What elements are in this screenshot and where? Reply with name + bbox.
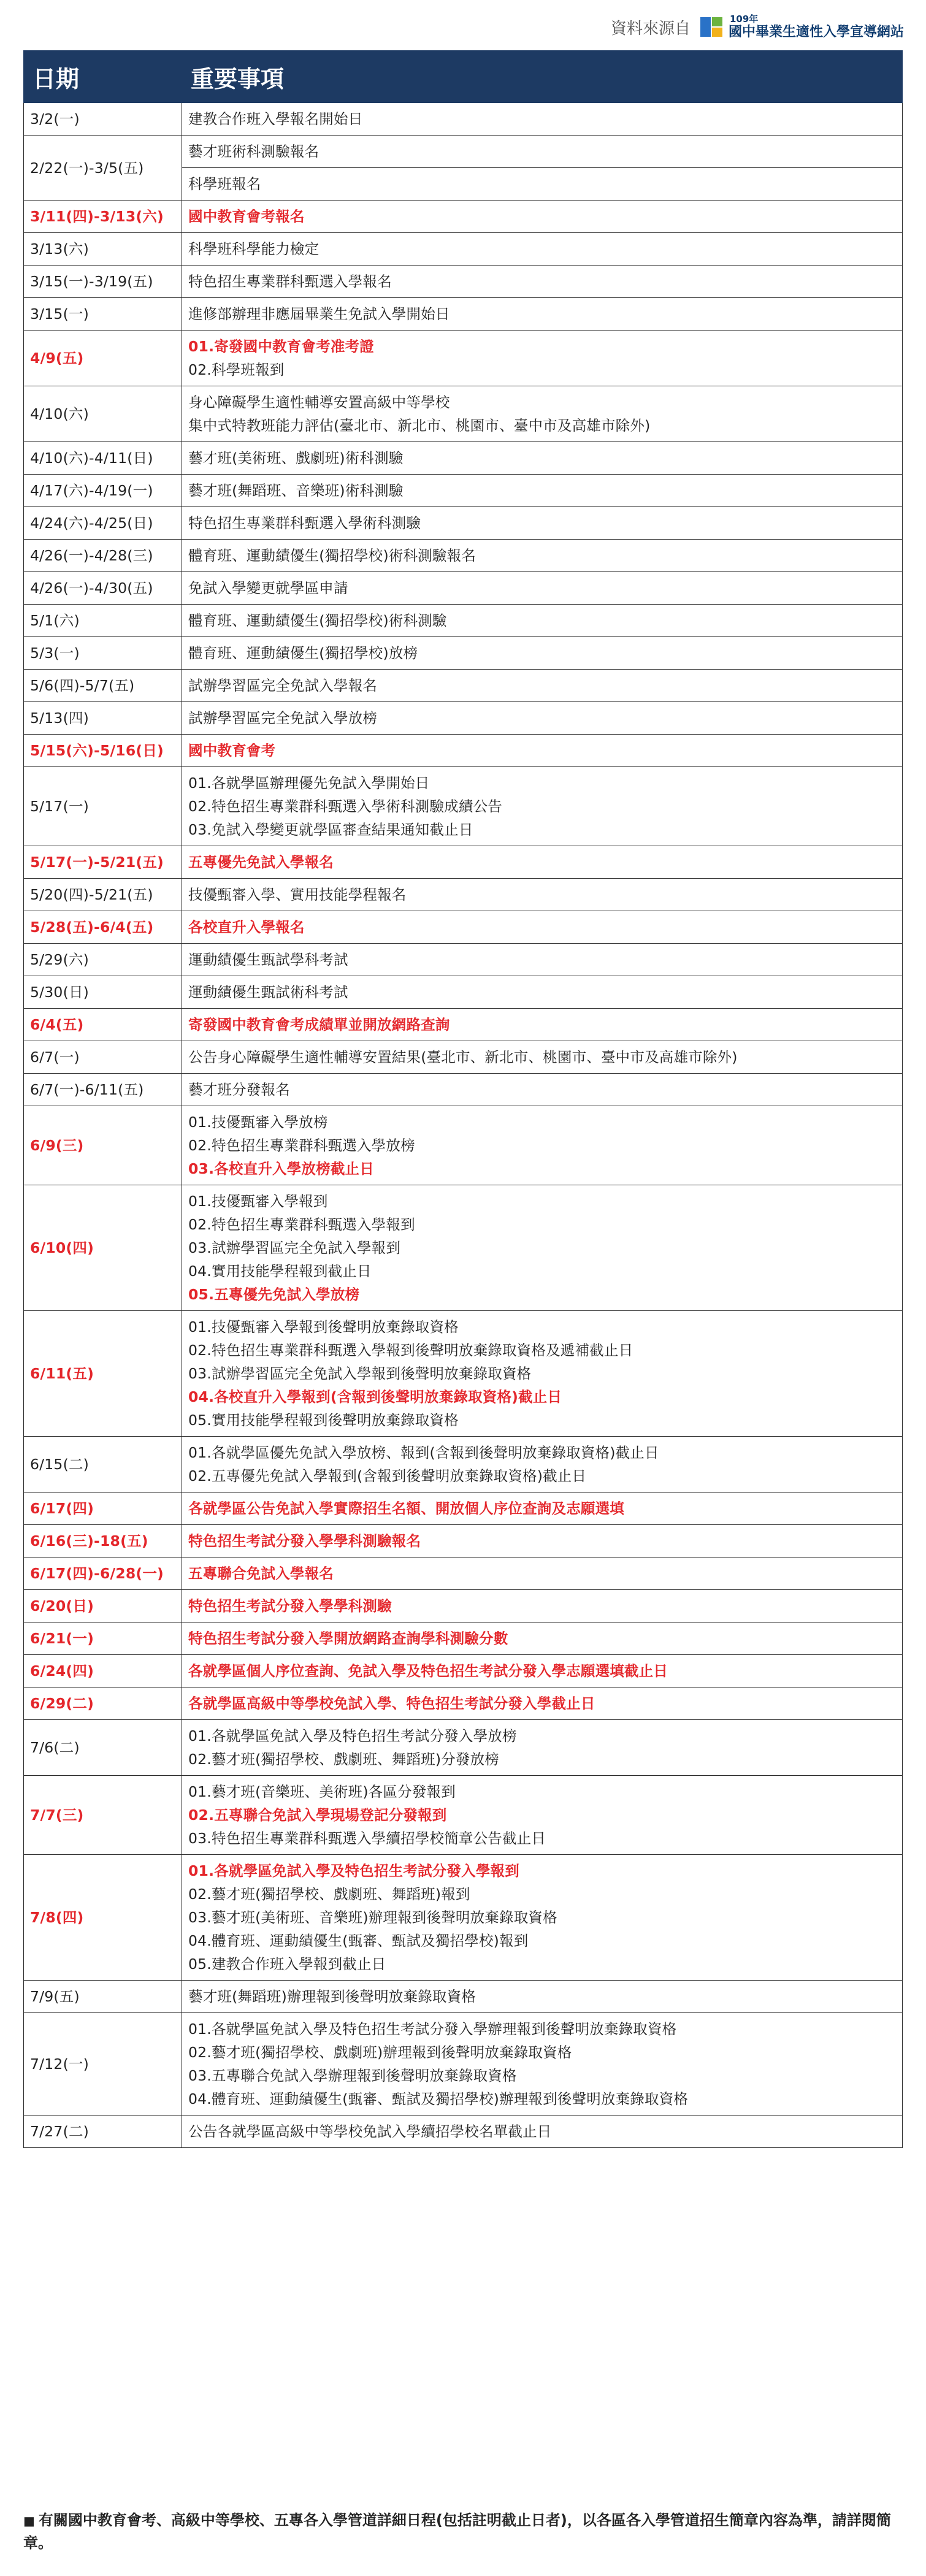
event-line: 建教合作班入學報名開始日 (188, 110, 363, 128)
event-cell (182, 1855, 903, 1981)
event-cell (182, 1655, 903, 1687)
date-cell: 7/8(四) (24, 1855, 182, 1981)
date-cell: 5/17(一) (24, 767, 182, 846)
event-line: 公告身心障礙學生適性輔導安置結果(臺北市、新北市、桃園市、臺中市及高雄市除外) (188, 1049, 738, 1066)
date-cell: 4/10(六) (24, 386, 182, 442)
table-row (24, 507, 903, 540)
header-event: 重要事項 (182, 51, 903, 103)
event-line: 試辦學習區完全免試入學放榜 (188, 709, 378, 727)
event-line: 01.技優甄審入學報到後聲明放棄錄取資格 (188, 1318, 459, 1336)
event-cell (182, 1557, 903, 1590)
event-line: 03.藝才班(美術班、音樂班)辦理報到後聲明放棄錄取資格 (188, 1909, 557, 1926)
table-row (24, 2115, 903, 2148)
event-cell (182, 1981, 903, 2013)
date-cell: 5/13(四) (24, 702, 182, 735)
date-cell: 6/11(五) (24, 1311, 182, 1437)
table-row (24, 735, 903, 767)
event-cell (182, 1590, 903, 1622)
event-cell (182, 767, 903, 846)
date-cell: 7/7(三) (24, 1776, 182, 1855)
date-cell: 3/2(一) (24, 103, 182, 136)
event-cell (182, 605, 903, 637)
date-cell: 3/11(四)-3/13(六) (24, 201, 182, 233)
date-cell: 6/29(二) (24, 1687, 182, 1720)
footnote (23, 2509, 903, 2554)
event-line: 公告各就學區高級中等學校免試入學續招學校名單截止日 (188, 2123, 552, 2140)
event-line: 藝才班(美術班、戲劇班)術科測驗 (188, 449, 404, 467)
event-line: 科學班科學能力檢定 (188, 240, 320, 258)
date-cell: 5/3(一) (24, 637, 182, 670)
event-cell (182, 944, 903, 976)
event-line: 05.五專優先免試入學放榜 (188, 1286, 360, 1303)
table-row (24, 637, 903, 670)
table-row (24, 1492, 903, 1525)
event-cell (182, 475, 903, 507)
event-line: 國中教育會考報名 (188, 208, 305, 225)
table-row (24, 475, 903, 507)
bullet-icon: ■ (23, 2513, 35, 2528)
event-cell (182, 2013, 903, 2115)
event-cell (182, 572, 903, 605)
table-row (24, 1009, 903, 1041)
date-cell: 6/20(日) (24, 1590, 182, 1622)
logo-name: 國中畢業生適性入學宣導網站 (728, 25, 904, 40)
event-cell (182, 266, 903, 298)
table-row (24, 103, 903, 136)
event-cell (182, 233, 903, 266)
event-cell (182, 637, 903, 670)
event-line: 特色招生考試分發入學學科測驗報名 (188, 1532, 421, 1550)
table-row (24, 572, 903, 605)
date-cell: 6/17(四) (24, 1492, 182, 1525)
date-cell: 5/28(五)-6/4(五) (24, 911, 182, 944)
date-cell: 7/12(一) (24, 2013, 182, 2115)
event-line: 藝才班術科測驗報名 (188, 143, 320, 160)
table-row (24, 702, 903, 735)
date-cell: 7/27(二) (24, 2115, 182, 2148)
event-cell (182, 1525, 903, 1557)
date-cell: 6/7(一)-6/11(五) (24, 1074, 182, 1106)
table-row (24, 1311, 903, 1437)
site-logo-icon (699, 15, 724, 39)
event-cell (182, 911, 903, 944)
event-line: 集中式特教班能力評估(臺北市、新北市、桃園市、臺中市及高雄市除外) (188, 417, 651, 434)
schedule-body (24, 103, 903, 2148)
date-cell: 4/26(一)-4/28(三) (24, 540, 182, 572)
table-row (24, 1074, 903, 1106)
date-cell: 6/15(二) (24, 1437, 182, 1492)
table-row (24, 136, 903, 168)
table-row (24, 1855, 903, 1981)
event-line: 進修部辦理非應屆畢業生免試入學開始日 (188, 305, 450, 323)
date-cell: 6/4(五) (24, 1009, 182, 1041)
table-header-row (24, 51, 903, 103)
table-row (24, 944, 903, 976)
table-row (24, 1106, 903, 1185)
date-cell: 3/15(一) (24, 298, 182, 331)
event-cell (182, 879, 903, 911)
event-line: 藝才班分發報名 (188, 1081, 290, 1098)
event-cell (182, 1074, 903, 1106)
table-row (24, 442, 903, 475)
event-line: 01.各就學區免試入學及特色招生考試分發入學報到 (188, 1862, 519, 1879)
date-cell: 7/9(五) (24, 1981, 182, 2013)
event-line: 03.試辦學習區完全免試入學報到 (188, 1239, 401, 1256)
table-row (24, 605, 903, 637)
event-line: 02.藝才班(獨招學校、戲劇班、舞蹈班)報到 (188, 1886, 470, 1903)
event-cell (182, 442, 903, 475)
event-line: 國中教育會考 (188, 742, 276, 759)
date-cell: 3/13(六) (24, 233, 182, 266)
table-row (24, 201, 903, 233)
event-line: 運動績優生甄試學科考試 (188, 951, 348, 968)
event-line: 03.五專聯合免試入學辦理報到後聲明放棄錄取資格 (188, 2067, 517, 2084)
event-line: 各就學區高級中等學校免試入學、特色招生考試分發入學截止日 (188, 1695, 595, 1712)
event-line: 科學班報名 (188, 175, 261, 193)
event-cell (182, 507, 903, 540)
event-cell (182, 201, 903, 233)
source-credit (611, 11, 904, 43)
table-row (24, 846, 903, 879)
event-line: 各就學區公告免試入學實際招生名額、開放個人序位查詢及志願選填 (188, 1500, 624, 1517)
footnote-text: 有關國中教育會考、高級中等學校、五專各入學管道詳細日程(包括註明截止日者)，以各區各入學管道招生簡章內容為準，請詳閱簡章。 (23, 2512, 891, 2551)
event-line: 01.各就學區辦理優先免試入學開始日 (188, 774, 430, 792)
event-cell (182, 1041, 903, 1074)
table-row (24, 2013, 903, 2115)
event-line: 05.建教合作班入學報到截止日 (188, 1955, 386, 1973)
event-cell (182, 103, 903, 136)
event-line: 運動績優生甄試術科考試 (188, 984, 348, 1001)
event-cell (182, 702, 903, 735)
table-row (24, 233, 903, 266)
date-cell: 6/21(一) (24, 1622, 182, 1655)
table-row (24, 1557, 903, 1590)
event-line: 五專優先免試入學報名 (188, 854, 334, 871)
event-line: 特色招生專業群科甄選入學術科測驗 (188, 514, 421, 532)
event-line: 01.各就學區免試入學及特色招生考試分發入學放榜 (188, 1727, 517, 1745)
date-cell: 5/30(日) (24, 976, 182, 1009)
event-cell (182, 168, 903, 201)
event-cell (182, 670, 903, 702)
event-line: 01.藝才班(音樂班、美術班)各區分發報到 (188, 1783, 456, 1800)
event-line: 02.科學班報到 (188, 361, 285, 378)
event-line: 02.特色招生專業群科甄選入學報到 (188, 1216, 415, 1233)
table-row (24, 670, 903, 702)
event-line: 特色招生考試分發入學學科測驗 (188, 1597, 392, 1615)
event-line: 寄發國中教育會考成績單並開放網路查詢 (188, 1016, 450, 1033)
table-row (24, 1622, 903, 1655)
date-cell: 7/6(二) (24, 1720, 182, 1776)
event-line: 免試入學變更就學區申請 (188, 579, 348, 597)
table-row (24, 1776, 903, 1855)
date-cell: 5/29(六) (24, 944, 182, 976)
event-line: 04.實用技能學程報到截止日 (188, 1263, 372, 1280)
event-cell (182, 2115, 903, 2148)
table-row (24, 1437, 903, 1492)
event-line: 體育班、運動績優生(獨招學校)術科測驗 (188, 612, 447, 629)
date-cell: 4/26(一)-4/30(五) (24, 572, 182, 605)
event-cell (182, 976, 903, 1009)
event-cell (182, 1622, 903, 1655)
table-row (24, 386, 903, 442)
event-line: 02.五專優先免試入學報到(含報到後聲明放棄錄取資格)截止日 (188, 1467, 587, 1485)
event-line: 02.特色招生專業群科甄選入學放榜 (188, 1137, 415, 1154)
event-line: 02.特色招生專業群科甄選入學報到後聲明放棄錄取資格及遞補截止日 (188, 1342, 633, 1359)
logo-year: 109年 (729, 13, 759, 25)
event-line: 03.各校直升入學放榜截止日 (188, 1160, 374, 1177)
event-cell (182, 540, 903, 572)
event-line: 02.五專聯合免試入學現場登記分發報到 (188, 1806, 447, 1824)
table-row (24, 1041, 903, 1074)
event-cell (182, 1311, 903, 1437)
event-line: 01.寄發國中教育會考准考證 (188, 338, 374, 355)
date-cell: 5/20(四)-5/21(五) (24, 879, 182, 911)
event-cell (182, 386, 903, 442)
event-cell (182, 298, 903, 331)
date-cell: 6/24(四) (24, 1655, 182, 1687)
event-line: 03.特色招生專業群科甄選入學續招學校簡章公告截止日 (188, 1830, 546, 1847)
event-cell (182, 1185, 903, 1311)
event-line: 01.技優甄審入學報到 (188, 1193, 328, 1210)
event-line: 02.特色招生專業群科甄選入學術科測驗成績公告 (188, 798, 502, 815)
table-row (24, 767, 903, 846)
event-line: 04.體育班、運動績優生(甄審、甄試及獨招學校)辦理報到後聲明放棄錄取資格 (188, 2090, 689, 2108)
event-line: 01.技優甄審入學放榜 (188, 1114, 328, 1131)
event-cell (182, 136, 903, 168)
table-row (24, 976, 903, 1009)
table-row (24, 1185, 903, 1311)
date-cell: 5/15(六)-5/16(日) (24, 735, 182, 767)
date-cell: 4/24(六)-4/25(日) (24, 507, 182, 540)
table-row (24, 1655, 903, 1687)
event-cell (182, 1437, 903, 1492)
date-cell: 6/9(三) (24, 1106, 182, 1185)
date-cell: 4/9(五) (24, 331, 182, 386)
source-label: 資料來源自 (610, 19, 691, 38)
event-line: 試辦學習區完全免試入學報名 (188, 677, 378, 694)
event-line: 04.體育班、運動績優生(甄審、甄試及獨招學校)報到 (188, 1932, 529, 1949)
event-line: 各校直升入學報名 (188, 919, 305, 936)
header-date: 日期 (24, 51, 182, 103)
event-cell (182, 735, 903, 767)
event-cell (182, 1009, 903, 1041)
event-line: 體育班、運動績優生(獨招學校)術科測驗報名 (188, 547, 476, 564)
event-line: 01.各就學區免試入學及特色招生考試分發入學辦理報到後聲明放棄錄取資格 (188, 2020, 677, 2038)
date-cell: 6/17(四)-6/28(一) (24, 1557, 182, 1590)
event-cell (182, 331, 903, 386)
schedule-table (23, 50, 903, 2148)
table-row (24, 1720, 903, 1776)
event-line: 特色招生考試分發入學開放網路查詢學科測驗分數 (188, 1630, 508, 1647)
date-cell: 5/6(四)-5/7(五) (24, 670, 182, 702)
table-row (24, 298, 903, 331)
table-row (24, 1687, 903, 1720)
event-line: 01.各就學區優先免試入學放榜、報到(含報到後聲明放棄錄取資格)截止日 (188, 1444, 659, 1461)
event-line: 身心障礙學生適性輔導安置高級中等學校 (188, 394, 450, 411)
event-line: 各就學區個人序位查詢、免試入學及特色招生考試分發入學志願選填截止日 (188, 1662, 668, 1680)
table-row (24, 879, 903, 911)
date-cell: 5/17(一)-5/21(五) (24, 846, 182, 879)
date-cell: 6/10(四) (24, 1185, 182, 1311)
event-cell (182, 1492, 903, 1525)
event-cell (182, 1776, 903, 1855)
event-line: 03.試辦學習區完全免試入學報到後聲明放棄錄取資格 (188, 1365, 532, 1382)
site-logo-text (729, 15, 904, 39)
event-line: 藝才班(舞蹈班、音樂班)術科測驗 (188, 482, 404, 499)
table-row (24, 540, 903, 572)
date-cell: 4/10(六)-4/11(日) (24, 442, 182, 475)
event-cell (182, 1687, 903, 1720)
event-line: 五專聯合免試入學報名 (188, 1565, 334, 1582)
table-row (24, 1981, 903, 2013)
date-cell: 3/15(一)-3/19(五) (24, 266, 182, 298)
event-cell (182, 846, 903, 879)
table-row (24, 1590, 903, 1622)
date-cell: 2/22(一)-3/5(五) (24, 136, 182, 201)
table-row (24, 1525, 903, 1557)
event-line: 04.各校直升入學報到(含報到後聲明放棄錄取資格)截止日 (188, 1388, 562, 1405)
table-row (24, 266, 903, 298)
date-cell: 6/16(三)-18(五) (24, 1525, 182, 1557)
event-line: 特色招生專業群科甄選入學報名 (188, 273, 392, 290)
event-cell (182, 1106, 903, 1185)
event-line: 02.藝才班(獨招學校、戲劇班、舞蹈班)分發放榜 (188, 1751, 500, 1768)
event-line: 體育班、運動績優生(獨招學校)放榜 (188, 644, 418, 662)
date-cell: 6/7(一) (24, 1041, 182, 1074)
event-line: 05.實用技能學程報到後聲明放棄錄取資格 (188, 1412, 459, 1429)
event-line: 02.藝才班(獨招學校、戲劇班)辦理報到後聲明放棄錄取資格 (188, 2044, 572, 2061)
event-line: 技優甄審入學、實用技能學程報名 (188, 886, 407, 903)
date-cell: 4/17(六)-4/19(一) (24, 475, 182, 507)
event-cell (182, 1720, 903, 1776)
table-row (24, 911, 903, 944)
date-cell: 5/1(六) (24, 605, 182, 637)
event-line: 03.免試入學變更就學區審查結果通知截止日 (188, 821, 473, 838)
table-row (24, 331, 903, 386)
event-line: 藝才班(舞蹈班)辦理報到後聲明放棄錄取資格 (188, 1988, 476, 2005)
